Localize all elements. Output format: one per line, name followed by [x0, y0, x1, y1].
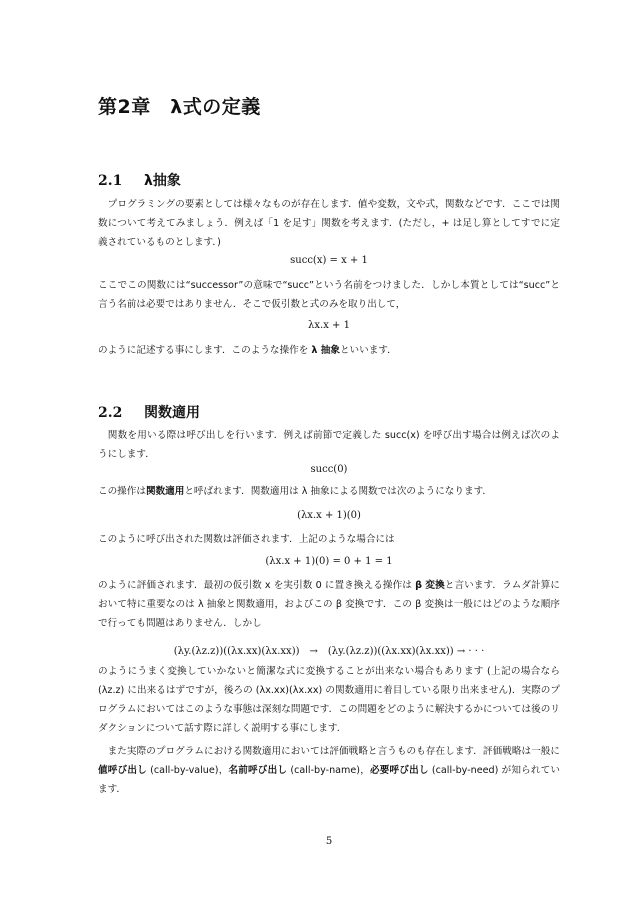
- equation: succ(x) = x + 1: [290, 255, 368, 266]
- section-heading-2-2: [98, 402, 200, 422]
- equation: (λx.x + 1)(0) = 0 + 1 = 1: [265, 556, 393, 567]
- equation: succ(0): [310, 464, 348, 475]
- chapter-title: 第2章 λ式の定義: [98, 96, 261, 118]
- paragraph: のようにうまく変換していかないと簡潔な式に変換することが出来ない場合もあります (上記の場合なら (λz.z) に出来るはずですが，後ろの (λx.xx)(λx.xx) の関数適用に着目している限り出来ません)．実際のプログラムにおいてはこのような事態は深刻な問題です．この問題をどのように解決するかについては後のリダクションについて話す際に詳しく説明する事にします．: [98, 666, 560, 734]
- page-number: 5: [325, 836, 333, 847]
- equation: (λy.(λz.z))((λx.xx)(λx.xx)) → (λy.(λz.z))((λx.xx)(λx.xx)) → · · ·: [173, 646, 485, 657]
- paragraph: プログラミングの要素としては様々なものが存在します．値や変数，文や式，関数などです．ここでは関数について考えてみましょう．例えば「1 を足す」関数を考えます．(ただし，+ は足し算としてすでに定義されているものとします．): [98, 199, 560, 248]
- text-run: また実際のプログラムにおける関数適用においては評価戦略と言うものも存在します．評価戦略は一般に: [98, 746, 560, 757]
- bold-term: 関数適用: [145, 486, 185, 497]
- bold-term: λ 抽象: [311, 345, 340, 356]
- paragraph: このように呼び出された関数は評価されます．上記のような場合には: [98, 534, 395, 545]
- text-run: と呼ばれます．関数適用は λ 抽象による関数では次のようになります．: [184, 486, 492, 497]
- paragraph: [98, 742, 560, 799]
- text-run: (call-by-value)，: [146, 765, 229, 776]
- equation: (λx.x + 1)(0): [297, 510, 361, 521]
- section-number: 2.1: [98, 173, 123, 189]
- text-run: といいます．: [339, 345, 397, 356]
- text-run: のように評価されます．最初の仮引数 x を実引数 0 に置き換える操作は: [98, 580, 416, 591]
- section-number: 2.2: [98, 405, 123, 421]
- section-title: λ抽象: [144, 173, 181, 189]
- section-title: 関数適用: [144, 405, 200, 421]
- text-run: (call-by-name)，: [287, 765, 371, 776]
- text-run: (call-by-need) が知られています．: [98, 765, 561, 795]
- section-heading-2-1: [98, 170, 181, 190]
- paragraph: 関数を用いる際は呼び出しを行います．例えば前節で定義した succ(x) を呼び出す場合は例えば次のようにします．: [98, 430, 560, 460]
- text-run: この操作は: [98, 486, 146, 497]
- text-run: のように記述する事にします．このような操作を: [98, 345, 312, 356]
- paragraph: [98, 341, 560, 360]
- bold-term: β 変換: [415, 580, 445, 591]
- bold-term: 値呼び出し: [98, 765, 147, 776]
- text-run: と言います．ラムダ計算において特に重要なのは λ 抽象と関数適用，およびこの β 変換です．この β 変換は一般にはどのような順序で行っても問題はありません．しかし: [98, 580, 560, 629]
- bold-term: 名前呼び出し: [228, 765, 288, 776]
- paragraph: [98, 576, 560, 633]
- equation: λx.x + 1: [308, 320, 350, 331]
- paragraph: ここでこの関数には“successor”の意味で“succ”という名前をつけました．しかし本質としては“succ”と言う名前は必要ではありません．そこで仮引数と式のみを取り出して，: [98, 280, 560, 310]
- bold-term: 必要呼び出し: [370, 765, 429, 776]
- paragraph: [98, 482, 560, 501]
